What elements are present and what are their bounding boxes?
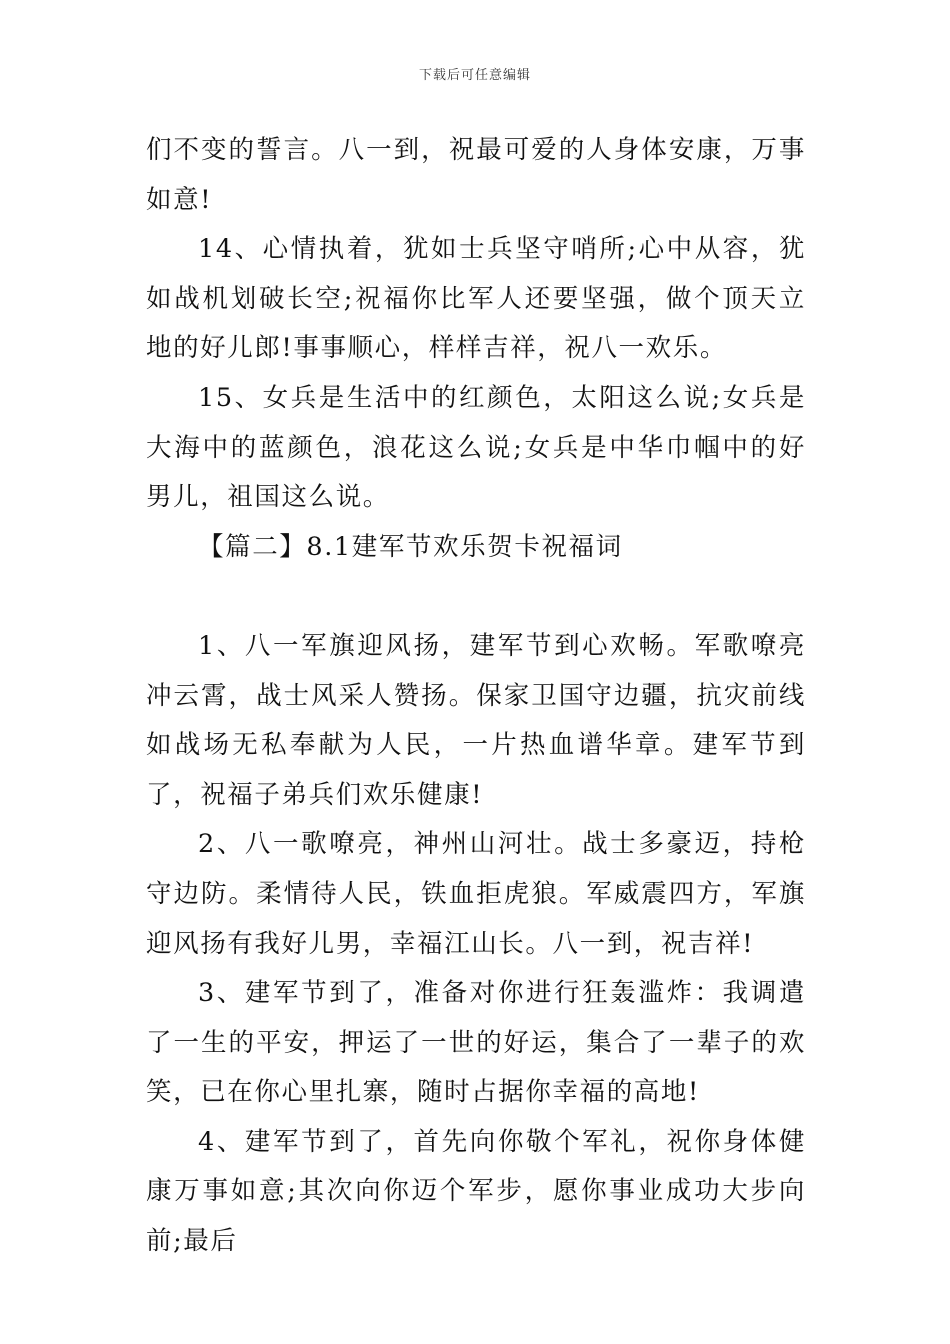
paragraph-item-15: 15、女兵是生活中的红颜色，太阳这么说;女兵是大海中的蓝颜色，浪花这么说;女兵是中华巾帼中的好男儿，祖国这么说。 xyxy=(146,382,806,513)
paragraph-item-2: 2、八一歌嘹亮，神州山河壮。战士多豪迈，持枪守边防。柔情待人民，铁血拒虎狼。军威震四方，军旗迎风扬有我好儿男，幸福江山长。八一到，祝吉祥! xyxy=(146,829,806,959)
document-body xyxy=(146,126,806,1267)
section-heading: 【篇二】8.1建军节欢乐贺卡祝福词 xyxy=(198,531,623,562)
paragraph-item-1: 1、八一军旗迎风扬，建军节到心欢畅。军歌嘹亮冲云霄，战士风采人赞扬。保家卫国守边疆，抗灾前线如战场无私奉献为人民，一片热血谱华章。建军节到了，祝福子弟兵们欢乐健康! xyxy=(146,630,806,810)
paragraph-item-14: 14、心情执着，犹如士兵坚守哨所;心中从容，犹如战机划破长空;祝福你比军人还要坚强，做个顶天立地的好儿郎!事事顺心，样样吉祥，祝八一欢乐。 xyxy=(146,234,806,364)
blank-line xyxy=(146,572,806,622)
paragraph-item-3: 3、建军节到了，准备对你进行狂轰滥炸：我调遣了一生的平安，押运了一世的好运，集合了一辈子的欢笑，已在你心里扎寨，随时占据你幸福的高地! xyxy=(146,978,806,1108)
page-header: 下载后可任意编辑 xyxy=(418,68,531,83)
paragraph-item-4: 4、建军节到了，首先向你敬个军礼，祝你身体健康万事如意;其次向你迈个军步，愿你事业成功大步向前;最后 xyxy=(146,1126,806,1257)
paragraph-continuation: 们不变的誓言。八一到，祝最可爱的人身体安康，万事如意! xyxy=(146,135,806,215)
